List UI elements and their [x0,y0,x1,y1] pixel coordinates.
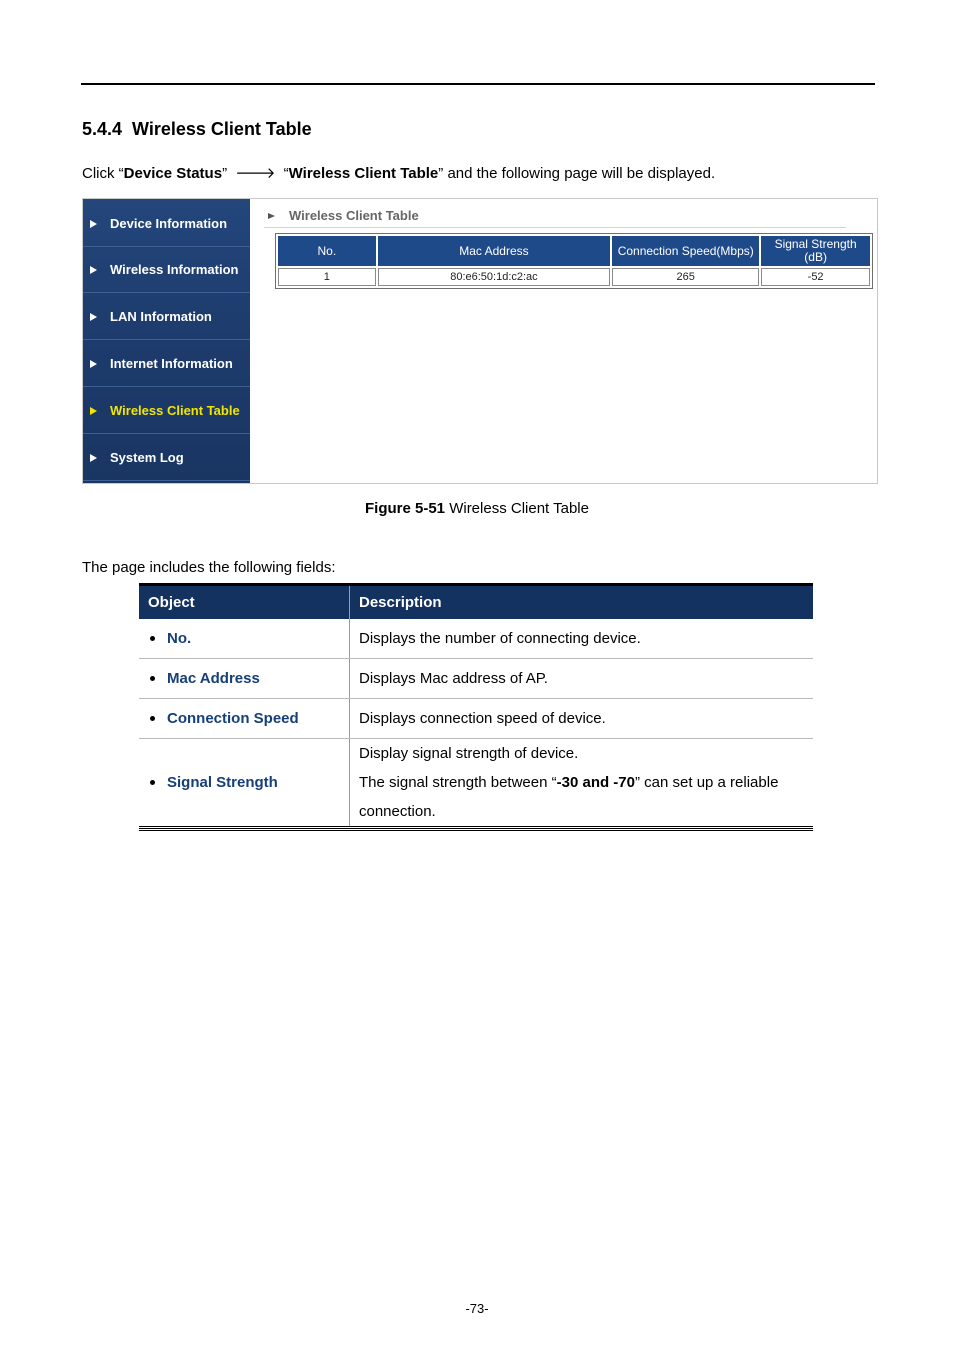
top-rule [81,83,875,85]
triangle-right-icon [90,360,97,368]
object-label: No. [167,630,192,647]
sidebar-item-label: System Log [110,450,184,465]
section-title: Wireless Client Table [132,119,312,139]
fields-intro: The page includes the following fields: [82,559,336,576]
screenshot-figure [82,198,878,484]
description-text-part: ” can set up a reliable [635,774,779,791]
description-text: Displays connection speed of device. [359,710,606,727]
object-cell [139,619,350,658]
triangle-right-icon [90,313,97,321]
intro-text: Click “ [82,165,124,182]
description-cell [350,619,813,658]
sidebar-item-wireless-information[interactable] [83,247,250,293]
column-header-mac-address: Mac Address [378,236,611,266]
sidebar-item-label: Device Information [110,216,228,231]
cell-no: 1 [278,268,376,286]
fields-table [139,583,813,831]
sidebar-item-lan-information[interactable] [83,294,250,340]
triangle-right-icon [90,454,97,462]
sidebar-item-wireless-client-table[interactable] [83,388,250,434]
header-object: Object [139,586,350,619]
bullet-icon [150,636,155,641]
sidebar-item-system-log[interactable] [83,435,250,481]
breadcrumb-divider [264,227,846,228]
figure-caption-text: Wireless Client Table [445,500,589,517]
bullet-icon [150,716,155,721]
sidebar-item-internet-information[interactable] [83,341,250,387]
cell-connection-speed: 265 [612,268,759,286]
column-header-connection-speed: Connection Speed(Mbps) [612,236,759,266]
content-area [250,199,877,483]
bullet-icon [150,780,155,785]
table-row [278,268,870,286]
sidebar-nav [83,199,250,483]
intro-device-status: Device Status [123,165,223,182]
description-cell [350,699,813,738]
triangle-right-icon [90,266,97,274]
cell-signal-strength: -52 [761,268,870,286]
object-cell [139,699,350,738]
table-row [139,739,813,826]
signal-range: -30 and -70 [556,774,635,791]
triangle-right-icon [90,220,97,228]
description-cell [350,739,813,826]
fields-table-header [139,586,813,619]
breadcrumb-label: Wireless Client Table [289,208,419,223]
arrow-right-icon: 🡒 [235,165,276,182]
header-description: Description [359,594,442,611]
description-text: Displays the number of connecting device. [359,630,641,647]
bullet-icon [150,676,155,681]
object-label: Mac Address [167,670,260,687]
intro-paragraph [82,163,715,182]
wireless-client-table [275,233,873,289]
triangle-right-icon [268,213,275,219]
sidebar-item-label: Internet Information [110,356,233,371]
intro-text: ” and the following page will be displayed. [438,165,716,182]
object-label: Signal Strength [167,774,278,791]
object-cell [139,659,350,698]
table-row [139,619,813,659]
description-text: Displays Mac address of AP. [359,670,548,687]
breadcrumb [268,208,419,223]
triangle-right-icon [90,407,97,415]
sidebar-item-label: LAN Information [110,309,212,324]
intro-text: “ [279,165,289,182]
cell-mac-address: 80:e6:50:1d:c2:ac [378,268,611,286]
sidebar-item-device-information[interactable] [83,201,250,247]
intro-wireless-client-table: Wireless Client Table [288,165,439,182]
figure-caption-label: Figure 5-51 [365,500,446,517]
figure-caption [0,500,954,517]
description-text [359,768,813,797]
table-bottom-rule [139,826,813,831]
object-cell [139,739,350,826]
column-header-signal-strength: Signal Strength (dB) [761,236,870,266]
table-row [139,699,813,739]
sidebar-item-label: Wireless Client Table [110,403,240,418]
table-row [139,659,813,699]
column-header-no: No. [278,236,376,266]
table-header-row [278,236,870,266]
description-text: connection. [359,803,436,820]
intro-text: ” [222,165,232,182]
sidebar-item-label: Wireless Information [110,262,239,277]
section-heading [82,119,312,140]
description-text: Display signal strength of device. [359,745,579,762]
description-cell [350,659,813,698]
page-number: -73- [465,1301,489,1316]
description-text-part: The signal strength between “ [359,774,557,791]
object-label: Connection Speed [167,710,299,727]
section-number: 5.4.4 [82,119,123,139]
